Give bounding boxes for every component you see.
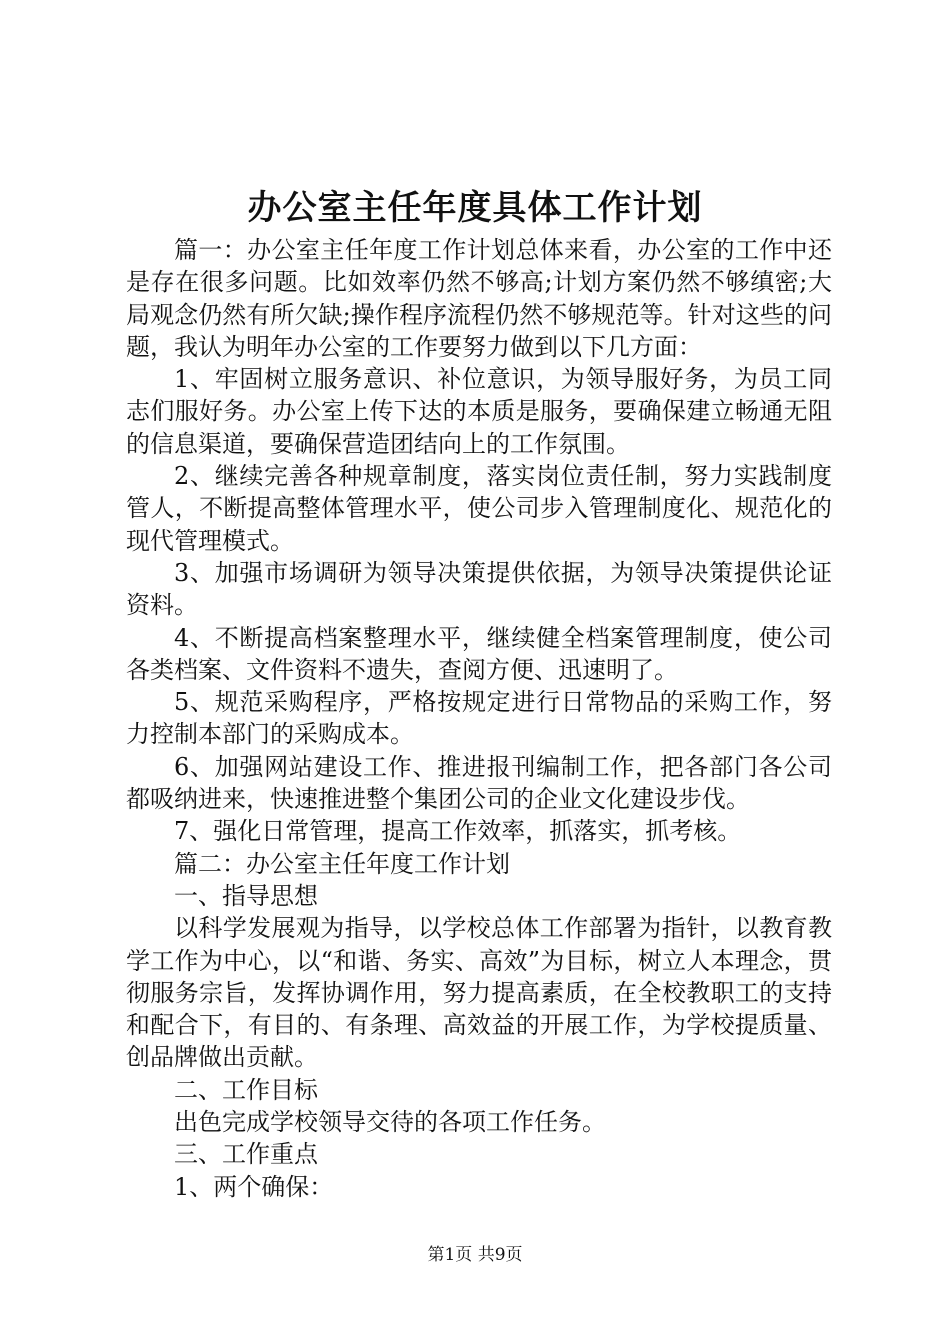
paragraph: 5、规范采购程序，严格按规定进行日常物品的采购工作，努力控制本部门的采购成本。 [126, 688, 832, 749]
paragraph: 2、继续完善各种规章制度，落实岗位责任制，努力实践制度管人，不断提高整体管理水平，使公司步入管理制度化、规范化的现代管理模式。 [126, 462, 832, 555]
paragraph: 3、加强市场调研为领导决策提供依据，为领导决策提供论证资料。 [126, 558, 832, 620]
paragraph: 1、牢固树立服务意识、补位意识，为领导服好务，为员工同志们服好务。办公室上传下达的本质是服务，要确保建立畅通无阻的信息渠道，要确保营造团结向上的工作氛围。 [126, 365, 832, 458]
section-heading: 三、工作重点 [174, 1140, 318, 1169]
paragraph: 1、两个确保： [174, 1172, 334, 1201]
section-heading: 篇二：办公室主任年度工作计划 [174, 849, 510, 878]
document-body [126, 234, 832, 1203]
paragraph: 4、不断提高档案整理水平，继续健全档案管理制度，使公司各类档案、文件资料不遗失，查阅方便、迅速明了。 [126, 623, 832, 684]
section-heading: 二、工作目标 [174, 1075, 318, 1104]
paragraph: 出色完成学校领导交待的各项工作任务。 [174, 1108, 606, 1137]
paragraph: 篇一：办公室主任年度工作计划总体来看，办公室的工作中还是存在很多问题。比如效率仍然不够高;计划方案仍然不够缜密;大局观念仍然有所欠缺;操作程序流程仍然不够规范等。针对这些的问题，我认为明年办公室的工作要努力做到以下几方面： [126, 236, 832, 361]
paragraph: 7、强化日常管理，提高工作效率，抓落实，抓考核。 [174, 817, 742, 846]
page-footer: 第1页 共9页 [427, 1245, 523, 1265]
paragraph: 以科学发展观为指导，以学校总体工作部署为指针，以教育教学工作为中心，以“和谐、务实、高效”为目标，树立人本理念，贯彻服务宗旨，发挥协调作用，努力提高素质，在全校教职工的支持和配合下，有目的、有条理、高效益的开展工作，为学校提质量、创品牌做出贡献。 [126, 914, 832, 1072]
section-heading: 一、指导思想 [174, 881, 318, 910]
paragraph: 6、加强网站建设工作、推进报刊编制工作，把各部门各公司都吸纳进来，快速推进整个集团公司的企业文化建设步伐。 [126, 752, 832, 814]
document-title: 办公室主任年度具体工作计划 [247, 188, 703, 228]
